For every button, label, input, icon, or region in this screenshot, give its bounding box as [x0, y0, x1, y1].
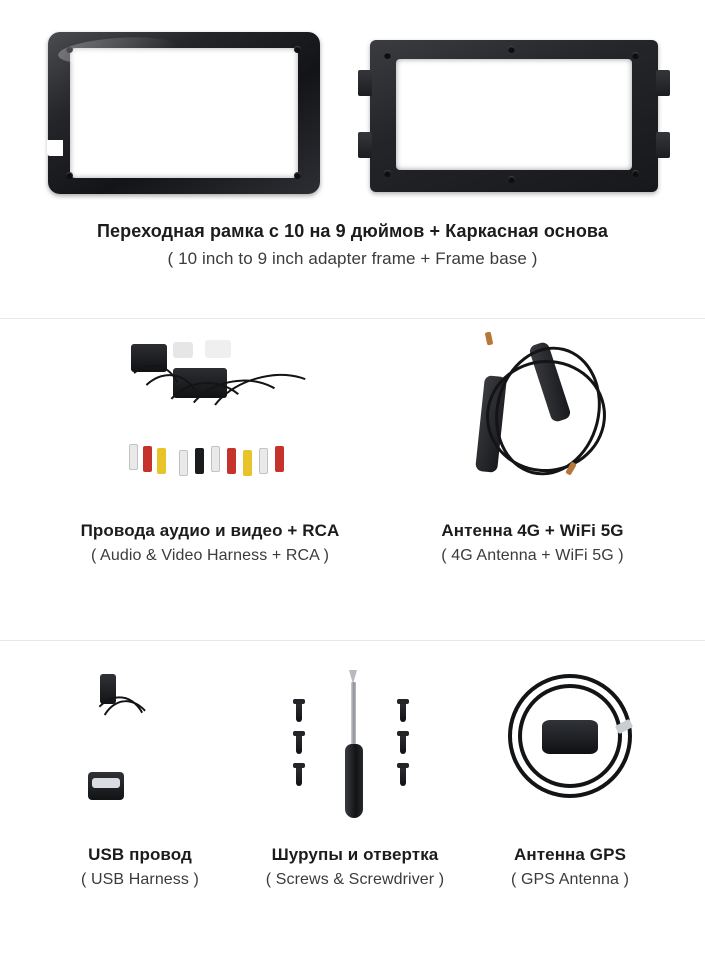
4g-wifi-antenna-caption [400, 520, 665, 567]
gps-antenna-image [470, 660, 670, 820]
base-screw-hole [632, 170, 639, 177]
base-mount-tab [656, 70, 670, 96]
frame-screw-hole [66, 172, 73, 179]
rca-plug-yellow [157, 448, 166, 474]
harness-connector-white [205, 340, 231, 358]
screw [400, 766, 406, 786]
screw [296, 766, 302, 786]
base-screw-hole [508, 176, 515, 183]
usb-harness-image [40, 660, 240, 820]
base-mount-tab [656, 132, 670, 158]
frame-screw-hole [294, 172, 301, 179]
gps-receiver-puck [542, 720, 598, 754]
harness-plug-black [195, 448, 204, 474]
base-screw-hole [384, 170, 391, 177]
frame-notch-left [47, 140, 63, 156]
caption-en: ( Audio & Video Harness + RCA ) [90, 547, 330, 565]
base-mount-tab [358, 132, 372, 158]
caption-en: ( Screws & Screwdriver ) [265, 871, 445, 889]
screw [296, 702, 302, 722]
section-divider [0, 318, 705, 319]
section-divider [0, 640, 705, 641]
caption-ru: Антенна 4G + WiFi 5G [441, 521, 624, 540]
rca-plug-yellow [243, 450, 252, 476]
item-gps-antenna [470, 660, 670, 891]
audio-video-harness-caption [55, 520, 365, 567]
rca-plug-red [143, 446, 152, 472]
caption-en: ( USB Harness ) [81, 871, 199, 889]
screw [400, 702, 406, 722]
usb-harness-caption [40, 844, 240, 891]
caption-ru: Антенна GPS [513, 845, 627, 864]
section-accessories [0, 652, 705, 970]
frames-illustration [0, 28, 705, 198]
rca-plug-white [259, 448, 268, 474]
glossy-adapter-frame-image [48, 32, 320, 194]
section-harness-antenna [0, 330, 705, 630]
rca-plug-white [129, 444, 138, 470]
rca-plug-red [275, 446, 284, 472]
screws-screwdriver-caption [250, 844, 460, 891]
gps-antenna-caption [470, 844, 670, 891]
rca-plug-red [227, 448, 236, 474]
rca-plug-white [211, 446, 220, 472]
item-screws-screwdriver [250, 660, 460, 891]
screwdriver-shaft [351, 682, 356, 748]
item-4g-wifi-antenna [400, 330, 665, 567]
base-screw-hole [508, 46, 515, 53]
screw [296, 734, 302, 754]
usb-port-insert [92, 778, 120, 788]
base-mount-tab [358, 70, 372, 96]
caption-ru: Переходная рамка с 10 на 9 дюймов + Каркасная основа [97, 221, 608, 241]
caption-ru: Шурупы и отвертка [271, 845, 439, 864]
rca-plug-white [179, 450, 188, 476]
caption-en: ( 4G Antenna + WiFi 5G ) [441, 547, 624, 565]
caption-en: ( 10 inch to 9 inch adapter frame + Frame base ) [167, 248, 538, 268]
frame-notch-right [264, 140, 280, 156]
base-screw-hole [632, 52, 639, 59]
antenna-connector-tip [485, 332, 494, 346]
harness-connector-white [173, 342, 193, 358]
screws-screwdriver-image [250, 660, 460, 820]
caption-ru: Провода аудио и видео + RCA [80, 521, 340, 540]
item-audio-video-harness [55, 330, 365, 567]
section-frames [0, 0, 705, 300]
screwdriver-handle [345, 744, 363, 818]
adapter-frame-set-caption [0, 220, 705, 270]
base-screw-hole [384, 52, 391, 59]
screw [400, 734, 406, 754]
caption-en: ( GPS Antenna ) [510, 871, 629, 889]
matte-frame-base-image [370, 40, 658, 192]
frame-screw-hole [66, 46, 73, 53]
4g-wifi-antenna-image [400, 330, 665, 500]
audio-video-harness-image [55, 330, 365, 500]
item-usb-harness [40, 660, 240, 891]
frame-screw-hole [294, 46, 301, 53]
caption-ru: USB провод [88, 845, 192, 864]
